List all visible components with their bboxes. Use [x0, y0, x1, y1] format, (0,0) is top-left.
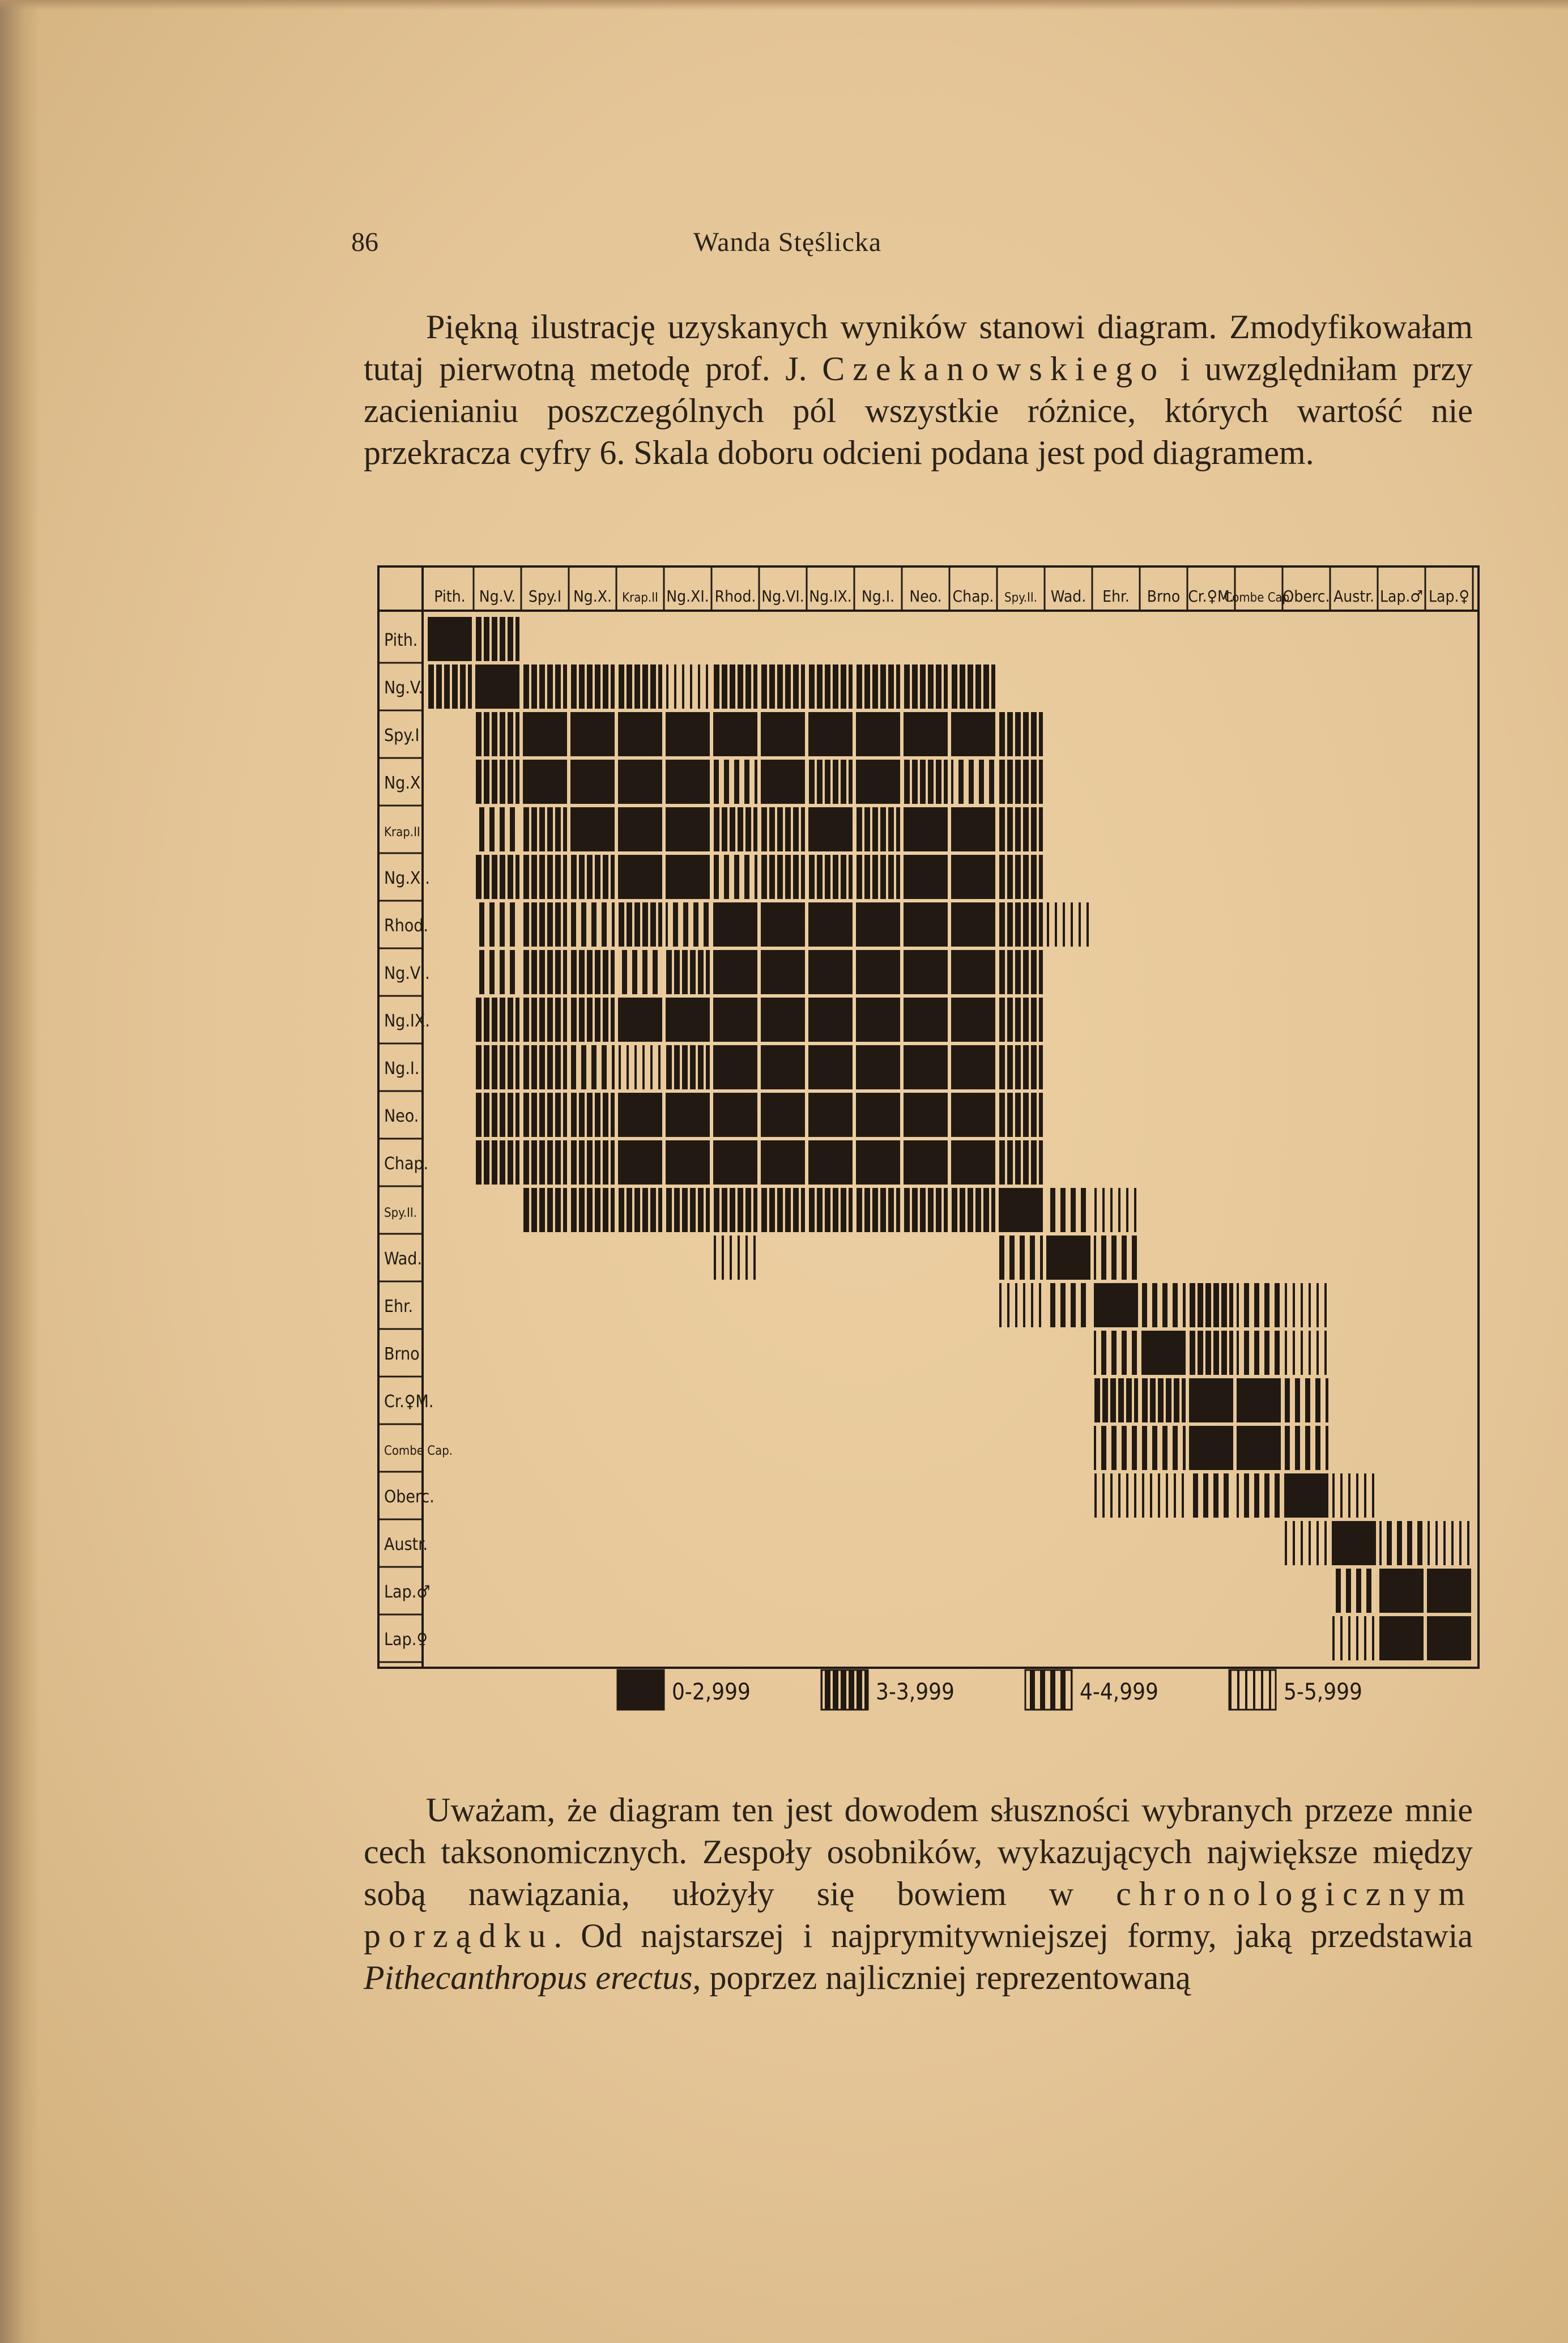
- diagram-cell: [856, 1093, 900, 1137]
- diagram-cell: [570, 902, 615, 947]
- diagram-cell: [713, 1140, 757, 1185]
- diagram-cell: [761, 855, 805, 899]
- diagram-cell: [713, 998, 757, 1042]
- diagram-cell: [1094, 1378, 1138, 1422]
- diagram-cell: [856, 1140, 900, 1185]
- column-label: Ng.VI.: [761, 587, 804, 606]
- legend-label: 5-5,999: [1284, 1679, 1362, 1705]
- diagram-cell: [570, 1188, 615, 1232]
- diagram-cell: [999, 1093, 1043, 1137]
- intro-text-before: Piękną ilustrację uzyskanych wyników stanowi diagram. Zmodyfikowałam tutaj pierwotną metodę prof. J.: [364, 308, 1473, 387]
- diagram-cell: [713, 1093, 757, 1137]
- row-label: Cr.♀M.: [384, 1392, 434, 1412]
- column-label: Wad.: [1050, 587, 1086, 606]
- outro-italic-phrase: Pithecanthropus erectus,: [364, 1959, 701, 1996]
- diagram-cell: [713, 1188, 757, 1232]
- diagram-cell: [761, 712, 805, 756]
- column-label: Lap.♀: [1429, 587, 1469, 606]
- row-label: Pith.: [384, 631, 418, 650]
- diagram-cell: [475, 1045, 519, 1089]
- column-label: Austr.: [1333, 587, 1374, 606]
- diagram-cell: [1284, 1283, 1328, 1327]
- diagram-cell: [1237, 1283, 1281, 1327]
- column-label: Spy.I: [528, 587, 562, 606]
- diagram-cell: [761, 950, 805, 994]
- diagram-cell: [999, 998, 1043, 1042]
- diagram-cell: [570, 855, 615, 899]
- column-label: Rhod.: [714, 587, 756, 606]
- diagram-cell: [761, 1093, 805, 1137]
- diagram-cell: [951, 902, 995, 947]
- legend-swatch: [821, 1670, 868, 1710]
- diagram-cell: [951, 998, 995, 1042]
- column-label: Ng.X.: [573, 587, 612, 606]
- running-head: Wanda Stęślicka: [693, 227, 882, 257]
- intro-name-spaced: Czekanowskiego: [822, 350, 1166, 387]
- diagram-cell: [570, 712, 615, 756]
- diagram-cell: [666, 1188, 710, 1232]
- diagram-cell: [713, 902, 757, 947]
- diagram-cell: [904, 855, 948, 899]
- diagram-cell: [666, 664, 710, 709]
- diagram-cell: [951, 1045, 995, 1089]
- diagram-cell: [475, 1140, 519, 1185]
- diagram-cell: [999, 1045, 1043, 1089]
- diagram-cell: [1237, 1331, 1281, 1375]
- diagram-cell: [666, 712, 710, 756]
- column-label: Pith.: [434, 587, 466, 606]
- diagram-cell: [618, 712, 662, 756]
- diagram-cell: [999, 855, 1043, 899]
- diagram-cell: [904, 1045, 948, 1089]
- diagram-cell: [856, 1188, 900, 1232]
- diagram-cell: [761, 760, 805, 804]
- diagram-cell: [1046, 1283, 1090, 1327]
- diagram-cell: [1332, 1473, 1376, 1518]
- row-label: Lap.♀: [384, 1630, 428, 1650]
- row-label: Chap.: [384, 1154, 429, 1174]
- diagram-cell: [523, 807, 567, 851]
- column-label: Spy.II.: [1004, 591, 1037, 605]
- row-label: Oberc.: [384, 1487, 434, 1507]
- diagram-cell: [666, 807, 710, 851]
- column-label: Krap.II: [622, 591, 658, 605]
- diagram-cell: [856, 902, 900, 947]
- column-label: Chap.: [952, 587, 994, 606]
- diagram-cell: [856, 998, 900, 1042]
- column-label: Ng.I.: [861, 587, 895, 606]
- diagram-cell: [761, 902, 805, 947]
- diagram-cell: [904, 807, 948, 851]
- row-label: Ng.XI.: [384, 868, 430, 888]
- diagram-cell: [570, 807, 615, 851]
- legend-label: 4-4,999: [1080, 1679, 1158, 1705]
- row-label: Rhod.: [384, 916, 429, 936]
- diagram-cell: [1094, 1426, 1138, 1470]
- diagram-cell: [666, 1140, 710, 1185]
- diagram-cell: [570, 950, 615, 994]
- diagram-cell: [904, 1140, 948, 1185]
- diagram-cell: [1141, 1378, 1186, 1422]
- row-label: Ehr.: [384, 1297, 414, 1317]
- diagram-cell: [951, 664, 995, 709]
- diagram-cell: [761, 664, 805, 709]
- diagram-cell: [475, 760, 519, 804]
- row-label: Combe Cap.: [384, 1444, 453, 1458]
- legend-label: 3-3,999: [876, 1679, 955, 1705]
- row-label: Brno: [384, 1344, 420, 1364]
- diagram-cell: [1332, 1569, 1376, 1613]
- diagram-cell: [904, 760, 948, 804]
- outro-paragraph: [364, 1789, 1473, 1999]
- diagram-cell: [904, 1188, 948, 1232]
- diagram-cell: [618, 760, 662, 804]
- diagram-cell: [618, 950, 662, 994]
- diagram-cell: [475, 998, 519, 1042]
- diagram-cell: [1189, 1331, 1233, 1375]
- diagram-cell: [475, 902, 519, 947]
- diagram-cell: [1189, 1378, 1233, 1422]
- row-label: Krap.II: [384, 825, 420, 840]
- outro-text-middle: . Od najstarszej i najprymitywniejszej formy, jaką przedstawia: [553, 1917, 1473, 1954]
- diagram-cell: [1046, 1188, 1090, 1232]
- diagram-cell: [523, 950, 567, 994]
- diagram-cell: [618, 664, 662, 709]
- diagram-cell: [808, 664, 853, 709]
- diagram-cell: [951, 807, 995, 851]
- column-label: Cr.♀M.: [1188, 587, 1234, 606]
- row-label: Wad.: [384, 1249, 423, 1269]
- diagram-cell: [808, 807, 853, 851]
- diagram-cell: [808, 760, 853, 804]
- diagram-cell: [1094, 1331, 1138, 1375]
- column-label: Ng.IX.: [809, 587, 852, 606]
- diagram-cell: [904, 1093, 948, 1137]
- diagram-cell: [856, 664, 900, 709]
- diagram-cell: [808, 902, 853, 947]
- column-label: Ng.XI.: [666, 587, 709, 606]
- diagram-cell: [951, 950, 995, 994]
- diagram-cell: [713, 712, 757, 756]
- diagram-cell: [999, 807, 1043, 851]
- diagram-cell: [1094, 1473, 1138, 1518]
- diagram-cell: [904, 902, 948, 947]
- diagram-cell: [713, 1045, 757, 1089]
- diagram-cell: [618, 1093, 662, 1137]
- diagram-cell: [1427, 1616, 1471, 1660]
- diagram-cell: [808, 1093, 853, 1137]
- diagram-cell: [904, 998, 948, 1042]
- row-label: Ng.V.: [384, 678, 424, 698]
- column-label: Oberc.: [1282, 587, 1330, 606]
- diagram-cell: [475, 664, 519, 709]
- diagram-cell: [856, 712, 900, 756]
- diagram-cell: [1284, 1473, 1328, 1518]
- row-label: Spy.II.: [384, 1206, 417, 1220]
- diagram-cell: [713, 950, 757, 994]
- outro-text-before: Uważam, że diagram ten jest dowodem słuszności wybranych przeze mnie cech taksonomicznych. Zespoły osobników, wykazujących największe między sobą nawiązania, ułożyły się bowiem w: [364, 1791, 1473, 1912]
- diagram-cell: [1427, 1521, 1471, 1565]
- diagram-cell: [523, 760, 567, 804]
- diagram-cell: [713, 855, 757, 899]
- diagram-cell: [666, 855, 710, 899]
- diagram-cell: [1379, 1521, 1424, 1565]
- diagram-cell: [1046, 902, 1090, 947]
- page-number: 86: [351, 227, 378, 257]
- diagram-cell: [1094, 1283, 1138, 1327]
- diagram-cell: [999, 712, 1043, 756]
- diagram-cell: [951, 855, 995, 899]
- diagram-cell: [570, 664, 615, 709]
- diagram-cell: [856, 950, 900, 994]
- diagram-cell: [1237, 1378, 1281, 1422]
- diagram-cell: [713, 1236, 757, 1280]
- diagram-cell: [428, 664, 472, 709]
- diagram-cell: [761, 998, 805, 1042]
- column-label: Ehr.: [1102, 587, 1130, 606]
- diagram-cell: [523, 1045, 567, 1089]
- diagram-cell: [999, 1140, 1043, 1185]
- outro-spaced-phrase: chronologicznym porządku: [364, 1875, 1473, 1954]
- diagram-cell: [666, 998, 710, 1042]
- diagram-cell: [808, 1045, 853, 1089]
- diagram-cell: [523, 1188, 567, 1232]
- diagram-cell: [570, 1140, 615, 1185]
- diagram-cell: [904, 712, 948, 756]
- diagram-cell: [1189, 1473, 1233, 1518]
- diagram-cell: [523, 1093, 567, 1137]
- diagram-cell: [761, 1140, 805, 1185]
- diagram-cell: [761, 807, 805, 851]
- diagram-cell: [713, 807, 757, 851]
- row-label: Spy.I: [384, 726, 420, 746]
- diagram-cell: [999, 760, 1043, 804]
- diagram-cell: [1189, 1426, 1233, 1470]
- diagram-cell: [570, 760, 615, 804]
- diagram-cell: [666, 1093, 710, 1137]
- diagram-cell: [1141, 1426, 1186, 1470]
- diagram-cell: [1427, 1569, 1471, 1613]
- diagram-cell: [666, 760, 710, 804]
- diagram-cell: [618, 1140, 662, 1185]
- intro-text-after: i uwzględniłam przy zacienianiu poszczególnych pól wszystkie różnice, których wartość nie przekracza cyfry 6. Skala doboru odcieni podana jest pod diagramem.: [364, 350, 1473, 471]
- diagram-cell: [999, 950, 1043, 994]
- diagram-cell: [1284, 1521, 1328, 1565]
- diagram-cell: [523, 712, 567, 756]
- diagram-cell: [523, 664, 567, 709]
- legend-swatch: [1229, 1670, 1276, 1710]
- diagram-cell: [808, 712, 853, 756]
- diagram-cell: [856, 807, 900, 851]
- column-label: Ng.V.: [479, 587, 516, 606]
- diagram-cell: [808, 1188, 853, 1232]
- diagram-cell: [428, 617, 472, 661]
- diagram-cell: [1379, 1616, 1424, 1660]
- diagram-cell: [904, 664, 948, 709]
- diagram-cell: [808, 950, 853, 994]
- diagram-cell: [951, 712, 995, 756]
- diagram-cell: [618, 807, 662, 851]
- diagram-cell: [618, 902, 662, 947]
- diagram-cell: [570, 1093, 615, 1137]
- diagram-cell: [951, 1093, 995, 1137]
- diagram-cell: [523, 902, 567, 947]
- diagram-cell: [1284, 1331, 1328, 1375]
- diagram-cell: [618, 1045, 662, 1089]
- diagram-cell: [1284, 1378, 1328, 1422]
- diagram-cell: [1141, 1283, 1186, 1327]
- diagram-cell: [999, 1188, 1043, 1232]
- diagram-cell: [523, 1140, 567, 1185]
- diagram-cell: [475, 712, 519, 756]
- diagram-cell: [999, 1236, 1043, 1280]
- row-label: Ng.VI.: [384, 964, 430, 983]
- column-label: Neo.: [909, 587, 942, 606]
- diagram-cell: [856, 855, 900, 899]
- diagram-cell: [1284, 1426, 1328, 1470]
- row-label: Ng.I.: [384, 1059, 420, 1079]
- diagram-cell: [475, 950, 519, 994]
- diagram-cell: [523, 998, 567, 1042]
- diagram-cell: [761, 1045, 805, 1089]
- legend-swatch: [1025, 1670, 1072, 1710]
- diagram-cell: [1141, 1331, 1186, 1375]
- diagram-cell: [523, 855, 567, 899]
- row-label: Ng.X.: [384, 773, 425, 793]
- diagram-cell: [666, 950, 710, 994]
- row-label: Ng.IX.: [384, 1011, 430, 1031]
- column-label: Brno: [1147, 587, 1181, 606]
- diagram-cell: [951, 1188, 995, 1232]
- diagram-cell: [618, 1188, 662, 1232]
- diagram-cell: [856, 1045, 900, 1089]
- diagram-cell: [1237, 1473, 1281, 1518]
- diagram-cell: [904, 950, 948, 994]
- diagram-cell: [808, 855, 853, 899]
- column-label: Combe Cap.: [1224, 591, 1293, 605]
- outro-text-after: poprzez najliczniej reprezentowaną: [701, 1959, 1191, 1996]
- diagram-cell: [666, 902, 710, 947]
- diagram-cell: [999, 902, 1043, 947]
- diagram-cell: [951, 760, 995, 804]
- diagram-cell: [1046, 1236, 1090, 1280]
- diagram-cell: [856, 760, 900, 804]
- diagram-cell: [808, 998, 853, 1042]
- legend-swatch: [617, 1670, 664, 1710]
- diagram-cell: [1141, 1473, 1186, 1518]
- diagram-cell: [1094, 1236, 1138, 1280]
- diagram-cell: [618, 998, 662, 1042]
- row-label: Neo.: [384, 1106, 419, 1126]
- diagram-cell: [761, 1188, 805, 1232]
- diagram-cell: [1332, 1521, 1376, 1565]
- diagram-cell: [1189, 1283, 1233, 1327]
- diagram-cell: [1094, 1188, 1138, 1232]
- diagram-cell: [475, 617, 519, 661]
- diagram-cell: [808, 1140, 853, 1185]
- diagram-cell: [570, 1045, 615, 1089]
- diagram-cell: [1332, 1616, 1376, 1660]
- column-label: Lap.♂: [1379, 587, 1424, 606]
- diagram-cell: [570, 998, 615, 1042]
- diagram-cell: [1237, 1426, 1281, 1470]
- row-label: Austr.: [384, 1535, 428, 1554]
- diagram-cell: [951, 1140, 995, 1185]
- diagram-cell: [713, 664, 757, 709]
- row-label: Lap.♂: [384, 1582, 431, 1602]
- diagram-cell: [666, 1045, 710, 1089]
- diagram-cell: [1379, 1569, 1424, 1613]
- diagram-cell: [713, 760, 757, 804]
- diagram-cell: [475, 1093, 519, 1137]
- diagram-cell: [475, 807, 519, 851]
- legend-label: 0-2,999: [672, 1679, 751, 1705]
- diagram-cell: [475, 855, 519, 899]
- diagram-cell: [999, 1283, 1043, 1327]
- diagram-cell: [618, 855, 662, 899]
